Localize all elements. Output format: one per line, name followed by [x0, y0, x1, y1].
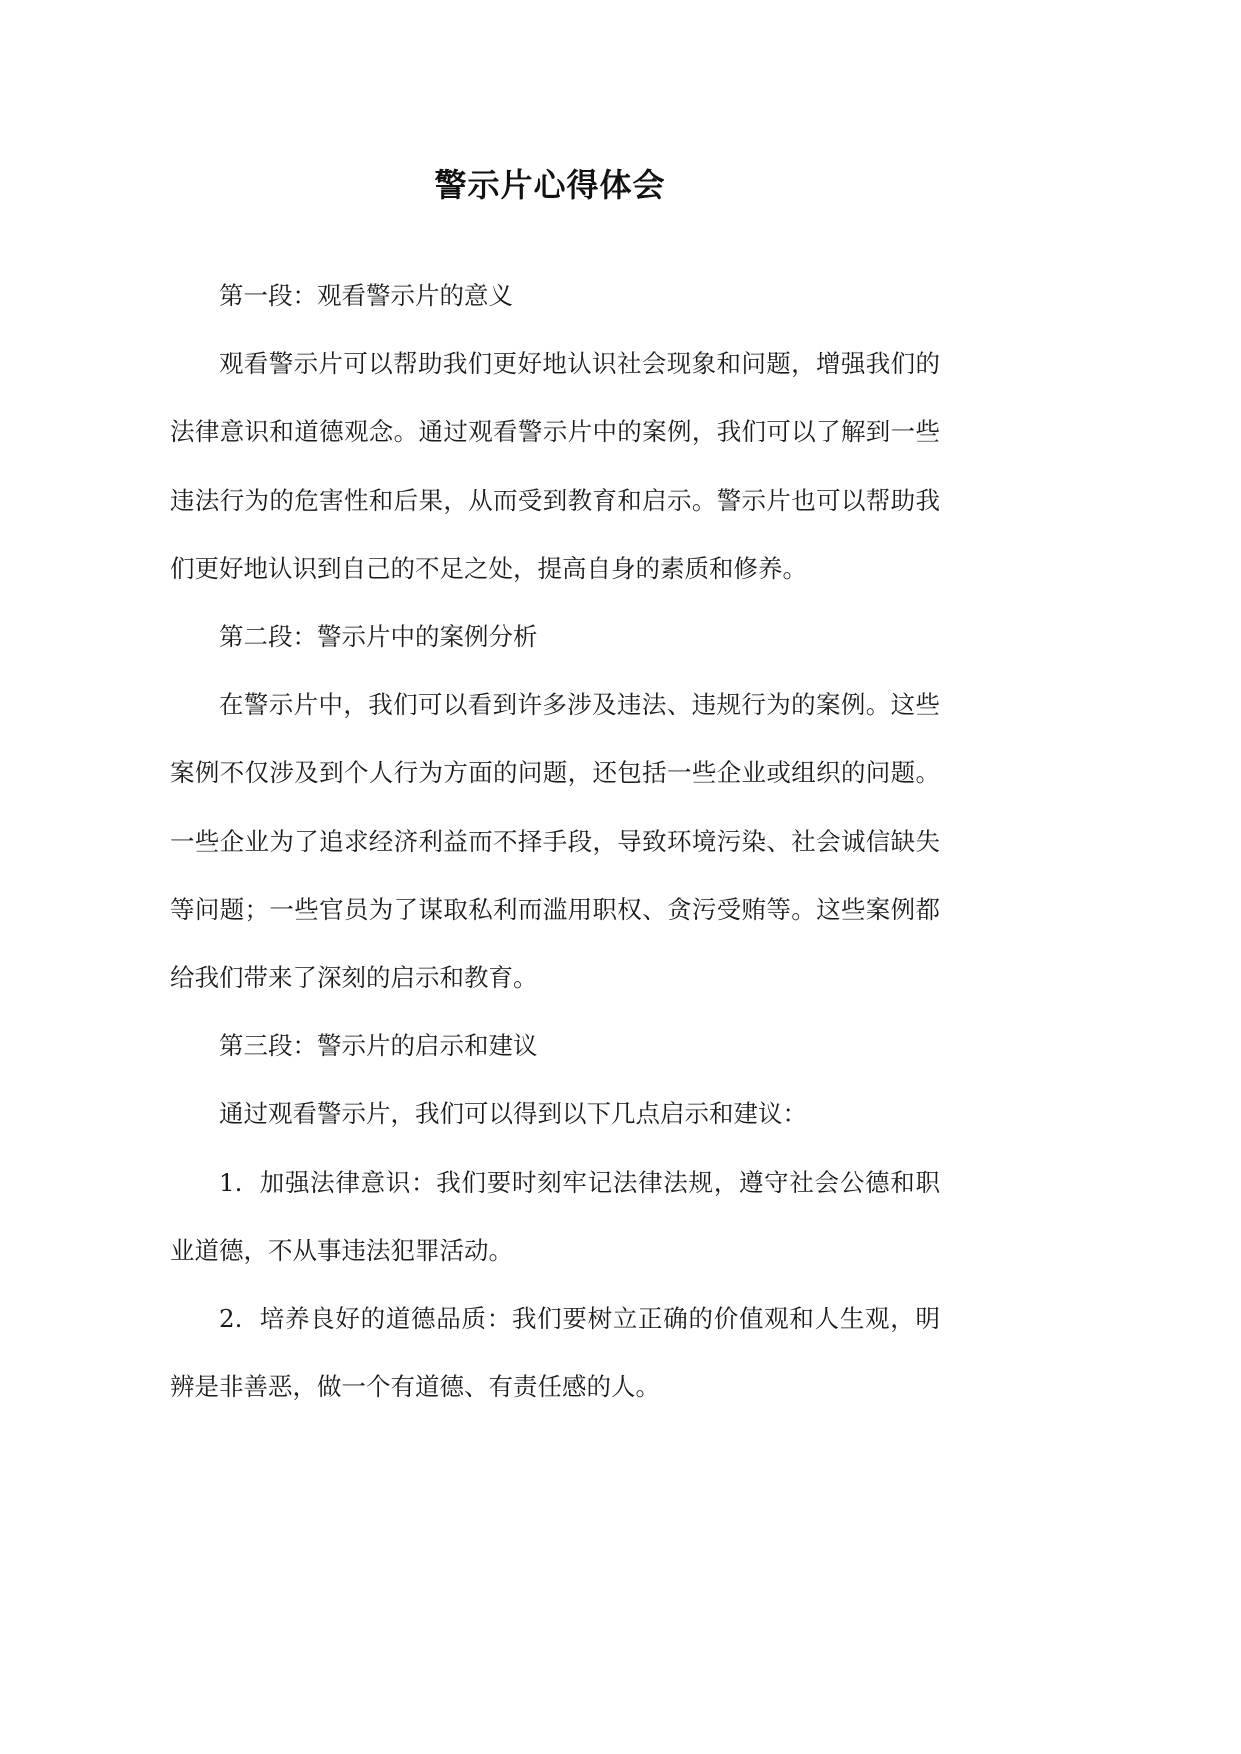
- document-body: [170, 262, 940, 1421]
- list-item: [170, 1285, 940, 1421]
- list-item-number: 1.: [219, 1167, 243, 1197]
- list-item-text: 培养良好的道德品质：我们要树立正确的价值观和人生观，明辨是非善恶，做一个有道德、有责任感的人。: [170, 1304, 940, 1402]
- list-item-text: 加强法律意识：我们要时刻牢记法律法规，遵守社会公德和职业道德，不从事违法犯罪活动。: [170, 1167, 940, 1265]
- paragraph-2: 在警示片中，我们可以看到许多涉及违法、违规行为的案例。这些案例不仅涉及到个人行为方面的问题，还包括一些企业或组织的问题。一些企业为了追求经济利益而不择手段，导致环境污染、社会诚信缺失等问题；一些官员为了谋取私利而滥用职权、贪污受贿等。这些案例都给我们带来了深刻的启示和教育。: [170, 690, 940, 993]
- section-heading-3: 第三段：警示片的启示和建议: [219, 1031, 538, 1061]
- section-heading-1: 第一段：观看警示片的意义: [219, 281, 513, 310]
- document-title: 警示片心得体会: [434, 166, 666, 204]
- list-item: [170, 1149, 940, 1285]
- section-heading-2: 第二段：警示片中的案例分析: [219, 622, 538, 652]
- paragraph-3: 通过观看警示片，我们可以得到以下几点启示和建议：: [219, 1099, 807, 1129]
- paragraph-1: 观看警示片可以帮助我们更好地认识社会现象和问题，增强我们的法律意识和道德观念。通过观看警示片中的案例，我们可以了解到一些违法行为的危害性和后果，从而受到教育和启示。警示片也可以帮助我们更好地认识到自己的不足之处，提高自身的素质和修养。: [170, 349, 940, 583]
- list-item-number: 2.: [219, 1304, 243, 1334]
